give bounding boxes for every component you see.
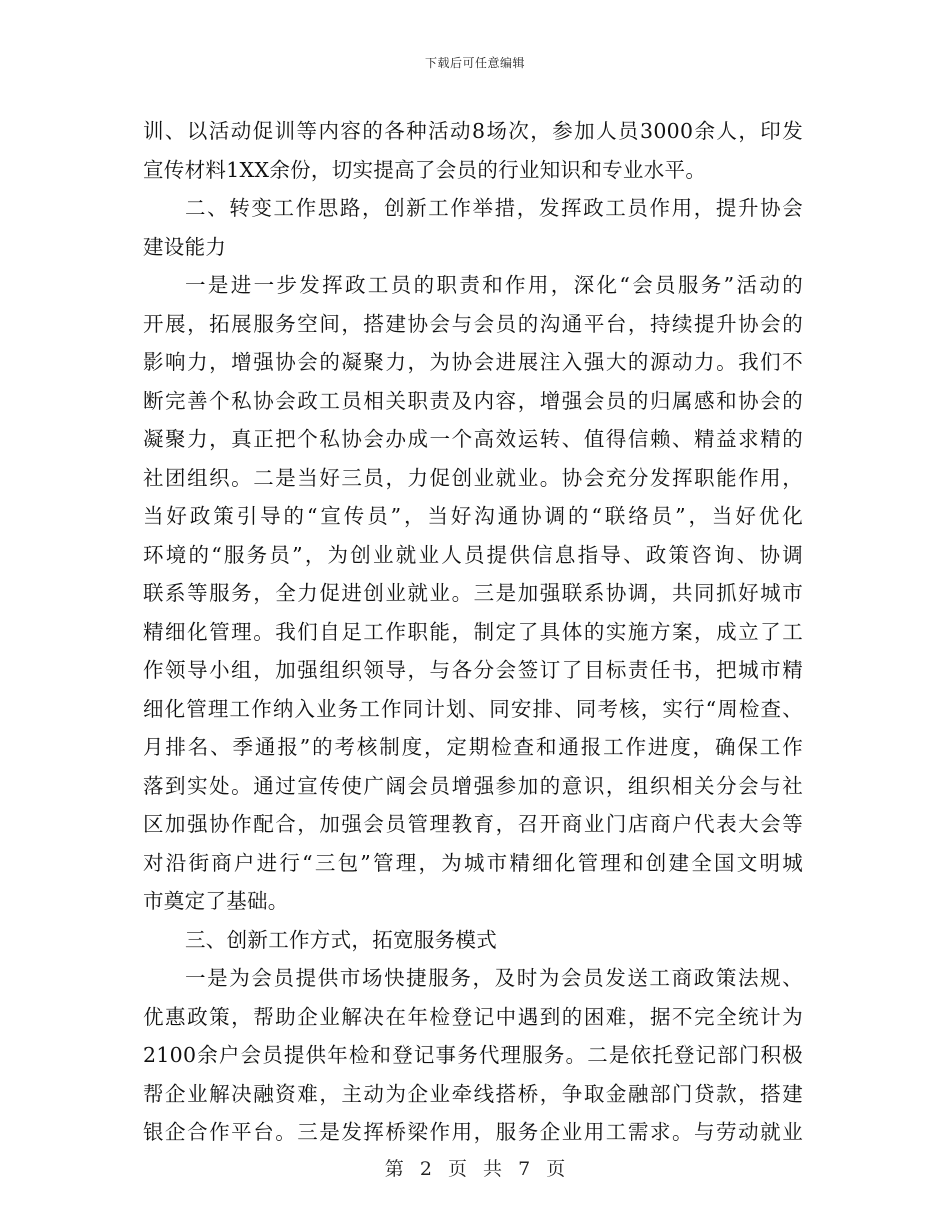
text-line: 影响力，增强协会的凝聚力，为协会进展注入强大的源动力。我们不 — [143, 350, 803, 374]
text-line: 优惠政策，帮助企业解决在年检登记中遇到的困难，据不完全统计为 — [143, 1004, 803, 1029]
text-line: 凝聚力，真正把个私协会办成一个高效运转、值得信赖、精益求精的 — [143, 427, 803, 451]
text-line: 断完善个私协会政工员相关职责及内容，增强会员的归属感和协会的 — [143, 388, 803, 413]
text-line: 2100余户会员提供年检和登记事务代理服务。二是依托登记部门积极 — [143, 1043, 803, 1067]
text-line: 二、转变工作思路，创新工作举措，发挥政工员作用，提升协会 — [185, 196, 803, 220]
text-line: 区加强协作配合，加强会员管理教育，召开商业门店商户代表大会等 — [143, 812, 803, 836]
text-line: 宣传材料1XX余份，切实提高了会员的行业知识和专业水平。 — [143, 157, 707, 182]
text-line: 联系等服务，全力促进创业就业。三是加强联系协调，共同抓好城市 — [143, 581, 803, 605]
page-label-prefix: 第 — [384, 1158, 404, 1180]
text-line: 社团组织。二是当好三员，力促创业就业。协会充分发挥职能作用， — [143, 465, 803, 490]
text-line: 市奠定了基础。 — [143, 889, 289, 913]
page-label: 页 — [447, 1158, 467, 1180]
text-line: 精细化管理。我们自足工作职能，制定了具体的实施方案，成立了工 — [143, 619, 803, 644]
text-line: 当好政策引导的“宣传员”，当好沟通协调的“联络员”，当好优化 — [143, 504, 803, 528]
text-line: 训、以活动促训等内容的各种活动8场次，参加人员3000余人，印发 — [143, 119, 803, 143]
text-line: 建设能力 — [143, 234, 227, 259]
text-line: 帮企业解决融资难，主动为企业牵线搭桥，争取金融部门贷款，搭建 — [143, 1081, 803, 1106]
text-line: 对沿街商户进行“三包”管理，为城市精细化管理和创建全国文明城 — [143, 850, 803, 875]
page-header: 下载后可任意编辑 — [424, 56, 525, 70]
total-pages-number: 7 — [518, 1158, 531, 1180]
text-line: 细化管理工作纳入业务工作同计划、同安排、同考核，实行“周检查、 — [143, 696, 803, 721]
document-body — [143, 112, 803, 1152]
total-label: 共 — [483, 1158, 503, 1180]
text-line: 环境的“服务员”，为创业就业人员提供信息指导、政策咨询、协调 — [143, 542, 803, 567]
page-footer — [0, 1154, 950, 1181]
text-line: 落到实处。通过宣传使广阔会员增强参加的意识，组织相关分会与社 — [143, 773, 803, 798]
text-line: 一是为会员提供市场快捷服务，及时为会员发送工商政策法规、 — [185, 966, 803, 990]
text-line: 银企合作平台。三是发挥桥梁作用，服务企业用工需求。与劳动就业 — [143, 1120, 803, 1144]
page-label-suffix: 页 — [546, 1158, 566, 1180]
text-line: 三、创新工作方式，拓宽服务模式 — [185, 927, 497, 952]
text-line: 一是进一步发挥政工员的职责和作用，深化“会员服务”活动的 — [185, 273, 803, 297]
text-line: 开展，拓展服务空间，搭建协会与会员的沟通平台，持续提升协会的 — [143, 311, 803, 336]
current-page-number: 2 — [419, 1158, 432, 1180]
text-line: 作领导小组，加强组织领导，与各分会签订了目标责任书，把城市精 — [143, 658, 803, 682]
text-line: 月排名、季通报”的考核制度，定期检查和通报工作进度，确保工作 — [143, 735, 803, 759]
